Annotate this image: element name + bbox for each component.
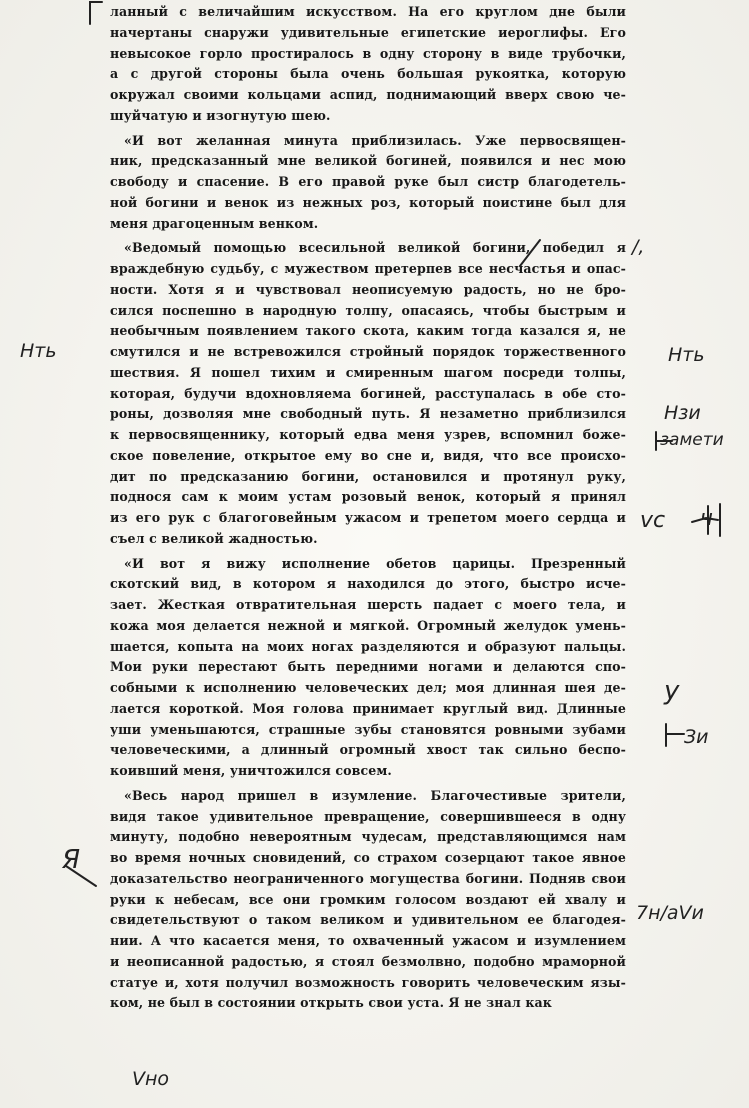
text-line: шуйчатую и изогнутую шею. [110, 107, 331, 123]
text-line: скотский вид, в котором я находился до этого, быстро исче- [110, 576, 626, 592]
text-line: видя такое удивительное превращение, совершившееся в одну [110, 808, 626, 824]
text-line: нии. А что касается меня, то охваченный ужасом и изумлением [110, 933, 626, 948]
text-line: ское повеление, открытое ему во сне и, видя, что все происхо- [110, 447, 626, 463]
text-line: ланный с величайшим искусством. На его круглом дне были [110, 4, 626, 19]
text-line: из его рук с благоговейным ужасом и трепетом моего сердца и [110, 510, 626, 525]
text-line: ности. Хотя я и чувствовал неописуемую радость, но не бро- [110, 281, 626, 297]
margin-note-right-3: Нзи [664, 402, 701, 424]
scribble-stroke-icon [688, 500, 732, 540]
paragraph-4 [110, 554, 626, 782]
text-line: ной богини и венок из нежных роз, который поистине был для [110, 194, 626, 210]
paragraph-5 [110, 786, 626, 1014]
paragraph-1 [110, 2, 626, 127]
text-line: доказательство неограниченного могущества богини. Подняв свои [110, 870, 626, 886]
text-line: свободу и спасение. В его правой руке был систр благодетель- [110, 174, 626, 189]
text-line: и неописанной радостью, я стоял безмолвно, подобно мраморной [110, 953, 626, 969]
text-line: минуту, подобно невероятным чудесам, представляющимся нам [110, 829, 626, 845]
text-line: роны, дозволяя мне свободный путь. Я незаметно приблизился [110, 406, 626, 422]
body-text [110, 2, 626, 1018]
text-line: «Весь народ пришел в изумление. Благочестивые зрители, [124, 787, 626, 803]
text-line: Мои руки перестают быть передними ногами и делаются спо- [110, 659, 626, 675]
text-line: «Ведомый помощью всесильной великой богини, победил я [124, 240, 626, 256]
text-line: смутился и не встревожился стройный порядок торжественного [110, 344, 626, 359]
text-line: руки к небесам, все они громким голосом воздают ей хвалу и [110, 891, 626, 907]
margin-note-right-5: vc [640, 508, 666, 533]
text-line: дит по предсказанию богини, остановился и протянул руку, [110, 468, 626, 484]
margin-note-right-7: у [664, 676, 680, 706]
text-line: шествия. Я пошел тихим и смиренным шагом посреди толпы, [110, 364, 626, 380]
text-line: поднося сам к моим устам розовый венок, который я принял [110, 489, 626, 505]
text-line: статуе и, хотя получил возможность говорить человеческим язы- [110, 974, 626, 990]
margin-note-right-4: замети [660, 430, 724, 450]
text-line: меня драгоценным венком. [110, 215, 319, 231]
text-line: которая, будучи вдохновляема богиней, расступалась в обе сто- [110, 385, 626, 401]
text-line: необычным появлением такого скота, каким тогда казался я, не [110, 323, 626, 339]
margin-note-right-9: 7н/аVи [636, 902, 704, 924]
text-line: коивший меня, уничтожился совсем. [110, 763, 392, 778]
margin-note-right-1: /, [632, 236, 645, 258]
margin-note-left-2: Я [62, 845, 81, 875]
margin-note-right-6: ч [700, 506, 713, 531]
bracket-stroke-icon [660, 722, 686, 748]
text-line: «И вот я вижу исполнение обетов царицы. Презренный [124, 555, 626, 571]
margin-note-bottom: Vно [132, 1068, 170, 1090]
text-line: к первосвященнику, который едва меня узрев, вспомнил боже- [110, 427, 626, 442]
text-line: человеческими, а длинный огромный хвост так сильно беспо- [110, 742, 626, 758]
insert-stroke-icon [516, 236, 546, 270]
text-line: сился поспешно в народную толпу, опасаясь, чтобы быстрым и [110, 302, 626, 318]
text-line: зает. Жесткая отвратительная шерсть падает с моего тела, и [110, 597, 626, 612]
paragraph-2 [110, 131, 626, 235]
text-line: собными к исполнению человеческих дел; моя длинная шея де- [110, 680, 626, 695]
text-line: ком, не был в состоянии открыть свои уста. Я не знал как [110, 995, 552, 1011]
text-line: а с другой стороны была очень большая рукоятка, которую [110, 66, 626, 82]
text-line: начертаны снаружи удивительные египетские иероглифы. Его [110, 24, 626, 40]
text-line: окружал своими кольцами аспид, поднимающий вверх свою че- [110, 87, 626, 102]
margin-note-right-2: Нть [668, 344, 705, 366]
text-line: кожа моя делается нежной и мягкой. Огромный желудок умень- [110, 617, 626, 633]
bracket-stroke-icon [652, 430, 674, 452]
margin-note-right-8: Зи [684, 726, 709, 748]
text-line: «И вот желанная минута приблизилась. Уже первосвящен- [124, 132, 626, 148]
text-line: уши уменьшаются, страшные зубы становятся ровными зубами [110, 721, 626, 737]
margin-note-left-1: Нть [20, 340, 57, 362]
text-line: съел с великой жадностью. [110, 530, 318, 546]
text-line: невысокое горло простиралось в одну сторону в виде трубочки, [110, 45, 626, 61]
margin-stroke-icon [60, 840, 100, 890]
text-line: враждебную судьбу, с мужеством претерпев все несчастья и опас- [110, 261, 626, 276]
paragraph-3 [110, 238, 626, 549]
corner-mark-icon [80, 0, 110, 30]
text-line: ник, предсказанный мне великой богиней, появился и нес мою [110, 153, 626, 169]
text-line: шается, копыта на моих ногах разделяются и образуют пальцы. [110, 638, 626, 654]
text-line: свидетельствуют о таком великом и удивительном ее благодея- [110, 912, 626, 928]
text-line: во время ночных сновидений, со страхом созерцают такое явное [110, 850, 626, 865]
text-line: лается короткой. Моя голова принимает круглый вид. Длинные [110, 700, 626, 716]
